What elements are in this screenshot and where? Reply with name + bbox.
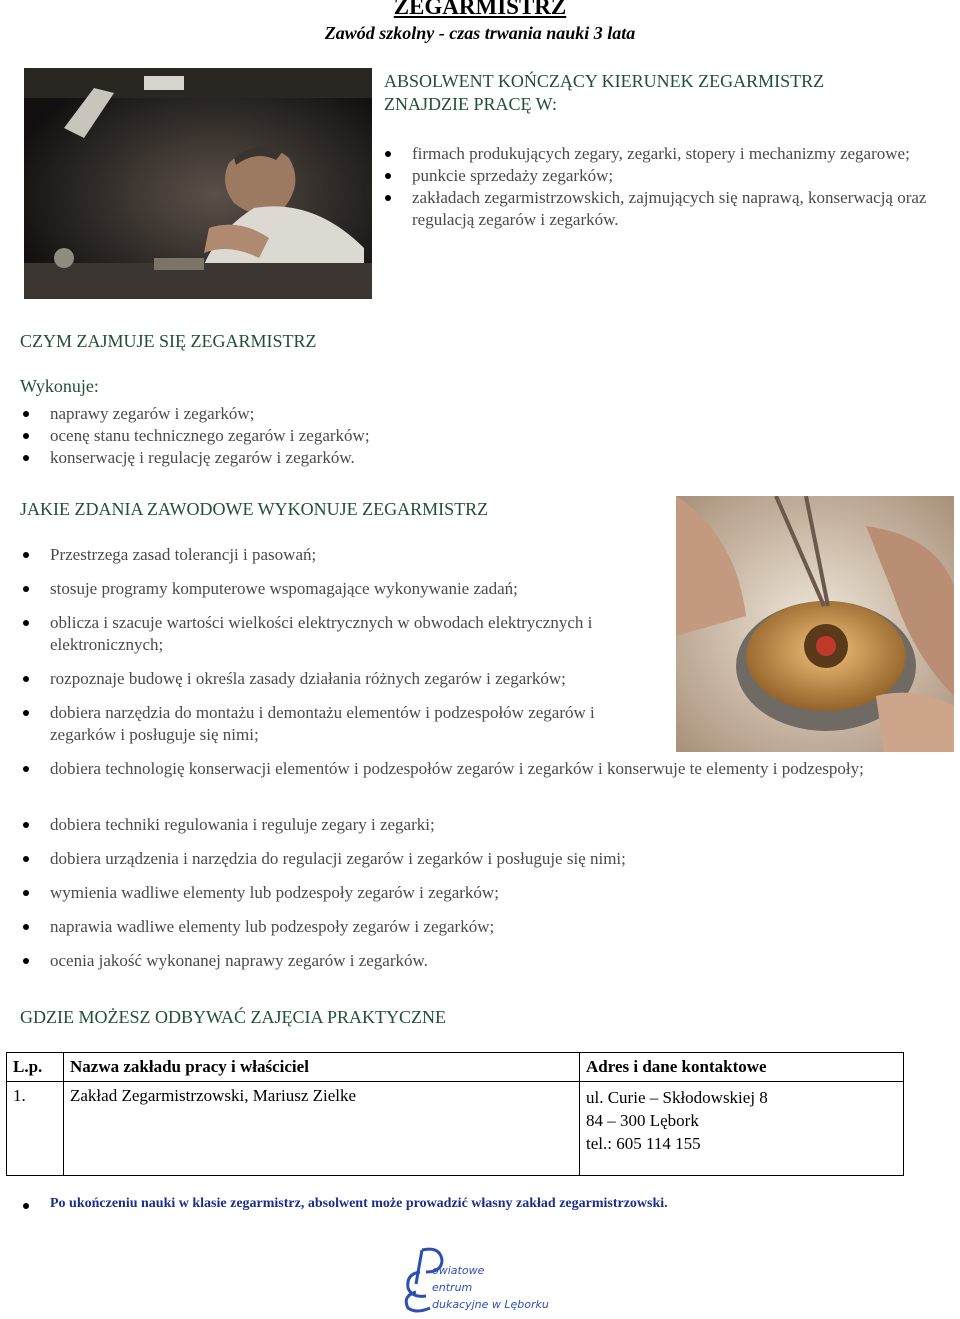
watch-movement-photo	[676, 496, 954, 752]
list-item: punkcie sprzedaży zegarków;	[382, 165, 942, 187]
watchmaker-photo	[24, 68, 372, 299]
table-header-address: Adres i dane kontaktowe	[580, 1053, 904, 1082]
list-item: wymienia wadliwe elementy lub podzespoły zegarów i zegarków;	[20, 882, 930, 904]
table-header-row	[7, 1053, 904, 1082]
list-item: dobiera narzędzia do montażu i demontażu elementów i podzespołów zegarów i zegarków i posługuje się nimi;	[20, 702, 630, 746]
address-line: ul. Curie – Skłodowskiej 8	[586, 1088, 768, 1107]
logo-line2: entrum	[432, 1281, 473, 1294]
address-line: 84 – 300 Lębork	[586, 1111, 699, 1130]
note-text: Po ukończeniu nauki w klasie zegarmistrz, absolwent może prowadzić własny zakład zegarmistrzowski.	[50, 1196, 668, 1211]
list-item: stosuje programy komputerowe wspomagające wykonywanie zadań;	[20, 578, 680, 600]
watchmaker-illustration	[24, 68, 372, 299]
list-item: konserwację i regulację zegarów i zegarków.	[20, 447, 620, 469]
practice-heading: GDZIE MOŻESZ ODBYWAĆ ZAJĘCIA PRAKTYCZNE	[20, 1007, 446, 1027]
list-item: naprawy zegarów i zegarków;	[20, 403, 620, 425]
employment-heading-line2: ZNAJDZIE PRACĘ W:	[384, 94, 557, 114]
pce-logo	[400, 1246, 560, 1314]
duties-heading: CZYM ZAJMUJE SIĘ ZEGARMISTRZ	[20, 331, 317, 351]
duties-intro: Wykonuje:	[20, 376, 99, 396]
logo-line3: dukacyjne w Lęborku	[432, 1298, 549, 1311]
list-item: firmach produkujących zegary, zegarki, stopery i mechanizmy zegarowe;	[382, 143, 942, 165]
table-header-name: Nazwa zakładu pracy i właściciel	[64, 1053, 580, 1082]
page-title: ZEGARMISTRZ	[393, 0, 567, 19]
watch-movement-illustration	[676, 496, 954, 752]
duties-list	[20, 403, 620, 469]
list-item: ocenę stanu technicznego zegarów i zegarków;	[20, 425, 620, 447]
list-item: rozpoznaje budowę i określa zasady działania różnych zegarów i zegarków;	[20, 668, 700, 690]
employment-list	[382, 143, 942, 231]
employment-heading	[384, 70, 824, 116]
list-item: Przestrzega zasad tolerancji i pasowań;	[20, 544, 680, 566]
list-item: zakładach zegarmistrzowskich, zajmujących się naprawą, konserwacją oraz regulacją zegarów i zegarków.	[382, 187, 942, 231]
list-item: dobiera techniki regulowania i reguluje zegary i zegarki;	[20, 814, 930, 836]
address-line: tel.: 605 114 155	[586, 1134, 701, 1153]
list-item: dobiera urządzenia i narzędzia do regulacji zegarów i zegarków i posługuje się nimi;	[20, 848, 930, 870]
list-item: naprawia wadliwe elementy lub podzespoły zegarów i zegarków;	[20, 916, 930, 938]
list-item: oblicza i szacuje wartości wielkości elektrycznych w obwodach elektrycznych i elektronicznych;	[20, 612, 610, 656]
note-bullet	[23, 1203, 29, 1209]
table-cell-lp: 1.	[7, 1082, 64, 1176]
logo-line1: owiatowe	[432, 1264, 485, 1277]
list-item: ocenia jakość wykonanej naprawy zegarów i zegarków.	[20, 950, 930, 972]
table-cell-address	[580, 1082, 904, 1176]
page-subtitle: Zawód szkolny - czas trwania nauki 3 lata	[324, 23, 636, 43]
table-header-lp: L.p.	[7, 1053, 64, 1082]
list-item: dobiera technologię konserwacji elementów i podzespołów zegarów i zegarków i konserwuje te elementy i podzespoły;	[20, 758, 930, 780]
practice-table	[6, 1052, 904, 1176]
tasks-heading: JAKIE ZDANIA ZAWODOWE WYKONUJE ZEGARMISTRZ	[20, 499, 489, 519]
employment-heading-line1: ABSOLWENT KOŃCZĄCY KIERUNEK ZEGARMISTRZ	[384, 71, 825, 91]
table-row	[7, 1082, 904, 1176]
table-cell-name: Zakład Zegarmistrzowski, Mariusz Zielke	[64, 1082, 580, 1176]
